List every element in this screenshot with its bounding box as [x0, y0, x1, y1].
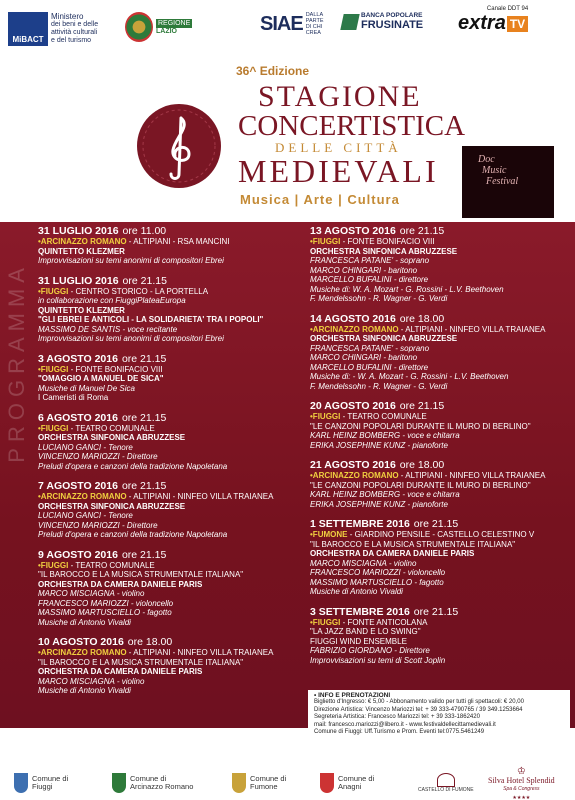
event-detail: KARL HEINZ BOMBERG - voce e chitarra	[310, 431, 460, 440]
event-detail: ORCHESTRA DA CAMERA DANIELE PARIS	[38, 579, 203, 589]
regione-emblem-icon	[125, 12, 153, 42]
banca-mark-icon	[340, 14, 359, 30]
castello-label: CASTELLO DI FUMONE	[418, 787, 474, 793]
lazio-label: LAZIO	[156, 28, 177, 35]
event-datetime	[38, 549, 300, 561]
event-detail: Preludi d'opera e canzoni della tradizione Napoletana	[38, 530, 228, 539]
event-location	[38, 561, 300, 571]
event-time: ore 21.15	[413, 605, 459, 618]
event-detail: ORCHESTRA SINFONICA ABRUZZESE	[38, 501, 186, 511]
event-entry	[38, 353, 300, 403]
event-detail: "IL BAROCCO E LA MUSICA STRUMENTALE ITALIANA"	[38, 657, 244, 667]
extra-wordmark: extra	[458, 12, 506, 34]
festival-header	[0, 60, 575, 222]
banca-popolare-logo	[342, 12, 423, 31]
extra-tv-badge: TV	[507, 16, 528, 32]
event-town: •FIUGGI	[38, 286, 69, 296]
event-time: ore 21.15	[399, 225, 445, 237]
event-detail: LUCIANO GANCI - Tenore	[38, 442, 133, 452]
event-town: •ARCINAZZO ROMANO	[38, 492, 127, 501]
event-location	[38, 424, 300, 434]
event-detail: QUINTETTO KLEZMER	[38, 305, 125, 315]
event-datetime	[38, 225, 300, 237]
event-detail: F. Mendelssohn - R. Wagner - G. Verdi	[310, 381, 448, 391]
mibact-line: e del turismo	[51, 37, 92, 44]
event-detail: FRANCESCA PATANE' - soprano	[310, 256, 430, 265]
event-town: •FIUGGI	[310, 617, 341, 627]
event-entry	[310, 606, 570, 666]
siae-tag: DI CHI	[305, 24, 323, 30]
event-date: 1 SETTEMBRE 2016	[310, 518, 410, 530]
mibact-line: attività culturali	[51, 29, 98, 36]
comune-name: Anagni	[338, 782, 362, 791]
event-datetime	[310, 606, 570, 618]
event-time: ore 21.15	[122, 274, 167, 287]
event-datetime	[310, 313, 570, 325]
event-detail: ORCHESTRA SINFONICA ABRUZZESE	[310, 334, 458, 343]
fiuggi-crest-icon	[14, 773, 28, 793]
event-town: •FIUGGI	[38, 364, 69, 374]
edition-label: 36^ Edizione	[236, 64, 310, 78]
event-entry	[38, 480, 300, 540]
event-detail: MARCO MISCIAGNA - violino	[38, 676, 145, 686]
info-title: • INFO E PRENOTAZIONI	[314, 692, 391, 699]
mibact-line: Ministero	[51, 12, 84, 21]
treble-clef-emblem-icon	[135, 102, 223, 190]
event-date: 3 SETTEMBRE 2016	[310, 605, 410, 618]
siae-wordmark: SIAE	[260, 12, 303, 35]
event-datetime	[310, 400, 570, 412]
event-date: 20 AGOSTO 2016	[310, 400, 396, 412]
event-detail: "IL BAROCCO E LA MUSICA STRUMENTALE ITALIANA"	[310, 539, 516, 549]
event-entry	[310, 400, 570, 450]
event-town: •ARCINAZZO ROMANO	[38, 648, 127, 657]
event-detail: "LE CANZONI POPOLARI DURANTE IL MURO DI BERLINO"	[310, 480, 531, 490]
event-detail: MASSIMO MARTUSCIELLO - fagotto	[38, 608, 172, 617]
doc-music-line: Doc	[478, 154, 495, 165]
event-date: 9 AGOSTO 2016	[38, 548, 118, 561]
event-time: ore 18.00	[127, 636, 173, 648]
event-detail: MARCO CHINGARI - baritono	[310, 265, 418, 275]
comune-anagni-logo	[320, 773, 374, 793]
event-entry	[38, 275, 300, 344]
event-detail: MARCELLO BUFALINI - direttore	[310, 362, 429, 372]
fumone-crest-icon	[232, 773, 246, 793]
event-location	[38, 287, 300, 297]
event-date: 31 LUGLIO 2016	[38, 225, 119, 237]
event-time: ore 21.15	[121, 480, 167, 492]
event-detail: MASSIMO DE SANTIS - voce recitante	[38, 324, 178, 334]
event-detail: "GLI EBREI E ANTICOLI - LA SOLIDARIETA' TRA I POPOLI"	[38, 315, 264, 324]
doc-music-line: Music	[482, 165, 507, 176]
comune-label: Comune di	[250, 773, 287, 783]
event-detail: Improvvisazioni su temi anonimi di compositori Ebrei	[38, 334, 224, 343]
event-datetime	[310, 459, 570, 471]
event-town: •ARCINAZZO ROMANO	[310, 471, 399, 480]
event-date: 31 LUGLIO 2016	[38, 274, 119, 287]
event-detail: F. Mendelssohn - R. Wagner - G. Verdi	[310, 294, 448, 303]
comune-name: Fiuggi	[32, 782, 53, 791]
sponsor-bar	[0, 0, 575, 60]
event-detail: Musiche di Antonio Vivaldi	[310, 587, 403, 596]
event-detail: VINCENZO MARIOZZI - Direttore	[38, 452, 158, 461]
event-detail: ERIKA JOSEPHINE KUNZ - pianoforte	[310, 440, 448, 450]
comune-label: Comune di	[32, 773, 69, 783]
silva-name: Silva Hotel Splendid	[488, 775, 555, 785]
event-detail: MASSIMO MARTUSCIELLO - fagotto	[310, 577, 444, 587]
tagline: Musica | Arte | Cultura	[240, 192, 400, 207]
comune-fiuggi-logo	[14, 773, 68, 793]
comune-arcinazzo-logo	[112, 773, 193, 793]
event-detail: QUINTETTO KLEZMER	[38, 246, 125, 256]
event-entry	[38, 225, 300, 266]
mibact-logo	[8, 12, 98, 46]
event-town: •FUMONE	[310, 530, 348, 539]
event-datetime	[38, 636, 300, 648]
siae-logo	[260, 12, 324, 36]
event-time: ore 21.15	[399, 400, 445, 412]
comune-name: Arcinazzo Romano	[130, 782, 194, 791]
event-datetime	[38, 412, 300, 424]
info-line: Comune di Fiuggi: Uff.Turismo e Prom. Eventi tel:0775.5461249	[314, 729, 485, 736]
event-entry	[310, 518, 570, 597]
event-time: ore 21.15	[121, 411, 167, 424]
mibact-line: dei beni e delle	[51, 21, 99, 28]
event-venue: - ALTIPIANI - NINFEO VILLA TRAIANEA	[126, 648, 274, 657]
anagni-crest-icon	[320, 773, 334, 793]
event-detail: FRANCESCO MARIOZZI - violoncello	[310, 568, 446, 577]
event-detail: ORCHESTRA DA CAMERA DANIELE PARIS	[38, 667, 203, 676]
event-time: ore 11.00	[122, 225, 167, 237]
event-detail: "LA JAZZ BAND E LO SWING"	[310, 627, 421, 636]
event-entry	[310, 459, 570, 509]
event-location	[310, 325, 570, 335]
event-detail: ORCHESTRA SINFONICA ABRUZZESE	[310, 246, 458, 256]
regione-lazio-logo	[125, 12, 192, 42]
event-detail: Musiche di Manuel De Sica	[38, 383, 135, 393]
event-entry	[38, 412, 300, 472]
event-venue: - TEATRO COMUNALE	[340, 412, 427, 421]
program-vertical-label: PROGRAMMA	[4, 262, 29, 463]
info-line: mail: francesco.mariozzi@libero.it - www.festivaldellecittamedievali.it	[314, 721, 496, 728]
event-detail: KARL HEINZ BOMBERG - voce e chitarra	[310, 490, 460, 499]
event-date: 21 AGOSTO 2016	[310, 459, 396, 471]
event-detail: "OMAGGIO A MANUEL DE SICA"	[38, 374, 164, 383]
event-location	[310, 618, 570, 628]
event-town: •FIUGGI	[38, 423, 69, 433]
castello-icon	[437, 773, 455, 787]
event-location	[310, 237, 570, 247]
event-location	[38, 237, 300, 247]
silva-stars: ★★★★	[512, 794, 531, 800]
comune-label: Comune di	[130, 773, 167, 783]
event-venue: - TEATRO COMUNALE	[68, 560, 155, 570]
event-detail: ORCHESTRA DA CAMERA DANIELE PARIS	[310, 549, 475, 558]
program-right-column	[310, 225, 570, 674]
regione-label: REGIONE	[158, 20, 191, 27]
event-datetime	[38, 275, 300, 287]
comune-fumone-logo	[232, 773, 286, 793]
banca-line: FRUSINATE	[361, 19, 424, 31]
siae-tag: DALLA	[305, 12, 324, 18]
event-venue: - FONTE ANTICOLANA	[340, 617, 428, 627]
event-town: •ARCINAZZO ROMANO	[38, 237, 127, 246]
event-location	[310, 412, 570, 422]
event-detail: Musiche di: - W. A. Mozart - G. Rossini - L.V. Beethoven	[310, 372, 509, 381]
banca-line: BANCA POPOLARE	[361, 12, 423, 19]
event-detail: MARCO MISCIAGNA - violino	[38, 589, 145, 598]
event-date: 13 AGOSTO 2016	[310, 225, 396, 237]
info-line: Biglietto d'Ingresso: € 5,00 - Abbonamento valido per tutti gli spettacoli: € 20,00	[314, 699, 524, 706]
event-time: ore 21.15	[121, 548, 167, 561]
comune-name: Fumone	[250, 782, 278, 791]
event-entry	[38, 549, 300, 628]
extra-tv-logo	[458, 6, 528, 35]
siae-tag: CREA	[305, 30, 321, 36]
title-line-3: DELLE CITTÀ	[275, 140, 402, 155]
silva-crown-icon: ♔	[516, 766, 526, 777]
title-line-1: STAGIONE	[258, 80, 422, 113]
mibact-acronym: MiBACT	[8, 12, 48, 46]
event-venue: - ALTIPIANI - RSA MANCINI	[126, 237, 230, 246]
program-left-column	[38, 225, 300, 705]
event-time: ore 18.00	[399, 459, 445, 471]
event-town: •FIUGGI	[310, 237, 341, 246]
event-town: •ARCINAZZO ROMANO	[310, 324, 399, 334]
event-datetime	[38, 480, 300, 492]
event-venue: - ALTIPIANI - NINFEO VILLA TRAIANEA	[398, 324, 546, 334]
event-venue: - CENTRO STORICO - LA PORTELLA	[68, 286, 209, 296]
event-detail: I Cameristi di Roma	[38, 393, 109, 402]
event-entry	[310, 313, 570, 392]
event-location	[310, 471, 570, 481]
event-datetime	[38, 353, 300, 365]
event-venue: - FONTE BONIFACIO VIII	[340, 237, 435, 246]
event-detail: Musiche di: W. A. Mozart - G. Rossini - L.V. Beethoven	[310, 284, 504, 294]
event-detail: Improvvisazioni su temi anonimi di compositori Ebrei	[38, 256, 224, 265]
event-location	[38, 648, 300, 658]
event-entry	[38, 636, 300, 696]
event-detail: MARCO CHINGARI - baritono	[310, 353, 418, 362]
arcinazzo-crest-icon	[112, 773, 126, 793]
event-town: •FIUGGI	[310, 412, 341, 421]
silva-sub: Spa & Congress	[503, 786, 540, 792]
event-date: 6 AGOSTO 2016	[38, 411, 118, 424]
event-detail: "LE CANZONI POPOLARI DURANTE IL MURO DI BERLINO"	[310, 421, 531, 431]
title-line-4: MEDIEVALI	[238, 153, 439, 189]
event-detail: MARCELLO BUFALINI - direttore	[310, 275, 429, 284]
event-venue: - ALTIPIANI - NINFEO VILLA TRAIANEA	[398, 471, 546, 480]
municipality-logos	[0, 766, 575, 800]
event-venue: - GIARDINO PENSILE - CASTELLO CELESTINO V	[347, 530, 535, 539]
event-detail: FRANCESCA PATANE' - soprano	[310, 343, 430, 353]
info-line: Segreteria Artistica: Francesco Mariozzi tel: + 39 333-1862420	[314, 714, 480, 721]
event-date: 7 AGOSTO 2016	[38, 480, 118, 492]
info-line: Direzione Artistica: Vincenzo Mariozzi tel: + 39 333-4790765 / 39 349.1253664	[314, 706, 523, 713]
event-venue: - TEATRO COMUNALE	[68, 423, 155, 433]
event-detail: Preludi d'opera e canzoni della tradizione Napoletana	[38, 461, 228, 471]
doc-music-line: Festival	[486, 176, 519, 187]
event-venue: - FONTE BONIFACIO VIII	[68, 364, 163, 374]
event-detail: ERIKA JOSEPHINE KUNZ - pianoforte	[310, 499, 448, 509]
event-detail: in collaborazione con FiuggiPlateaEuropa	[38, 296, 186, 305]
event-detail: Improvvisazioni su temi di Scott Joplin	[310, 655, 446, 665]
event-detail: LUCIANO GANCI - Tenore	[38, 511, 133, 520]
event-location	[310, 530, 570, 540]
comune-label: Comune di	[338, 773, 375, 783]
event-detail: "IL BAROCCO E LA MUSICA STRUMENTALE ITALIANA"	[38, 570, 244, 579]
event-entry	[310, 225, 570, 304]
doc-music-festival-logo	[462, 146, 554, 218]
event-detail: ORCHESTRA SINFONICA ABRUZZESE	[38, 433, 186, 442]
event-detail: MARCO MISCIAGNA - violino	[310, 558, 417, 568]
title-line-2: CONCERTISTICA	[238, 110, 466, 142]
extra-channel: Canale DDT 94	[486, 6, 529, 12]
event-detail: Musiche di Antonio Vivaldi	[38, 617, 131, 627]
event-detail: FRANCESCO MARIOZZI - violoncello	[38, 598, 174, 608]
event-venue: - ALTIPIANI - NINFEO VILLA TRAIANEA	[126, 492, 274, 501]
event-detail: VINCENZO MARIOZZI - Direttore	[38, 520, 158, 530]
info-box	[308, 690, 570, 766]
event-detail: FABRIZIO GIORDANO - Direttore	[310, 646, 430, 655]
event-time: ore 21.15	[121, 352, 167, 365]
event-location	[38, 365, 300, 375]
castello-fumone-logo	[418, 773, 474, 793]
event-time: ore 21.15	[413, 518, 459, 530]
event-date: 14 AGOSTO 2016	[310, 312, 396, 325]
event-time: ore 18.00	[399, 312, 445, 325]
silva-hotel-logo	[488, 768, 555, 800]
event-detail: Musiche di Antonio Vivaldi	[38, 686, 131, 695]
event-detail: FIUGGI WIND ENSEMBLE	[310, 636, 407, 646]
event-datetime	[310, 225, 570, 237]
event-date: 10 AGOSTO 2016	[38, 636, 124, 648]
event-location	[38, 492, 300, 502]
event-date: 3 AGOSTO 2016	[38, 352, 118, 365]
event-town: •FIUGGI	[38, 560, 69, 570]
siae-tag: PARTE	[305, 18, 324, 24]
event-datetime	[310, 518, 570, 530]
